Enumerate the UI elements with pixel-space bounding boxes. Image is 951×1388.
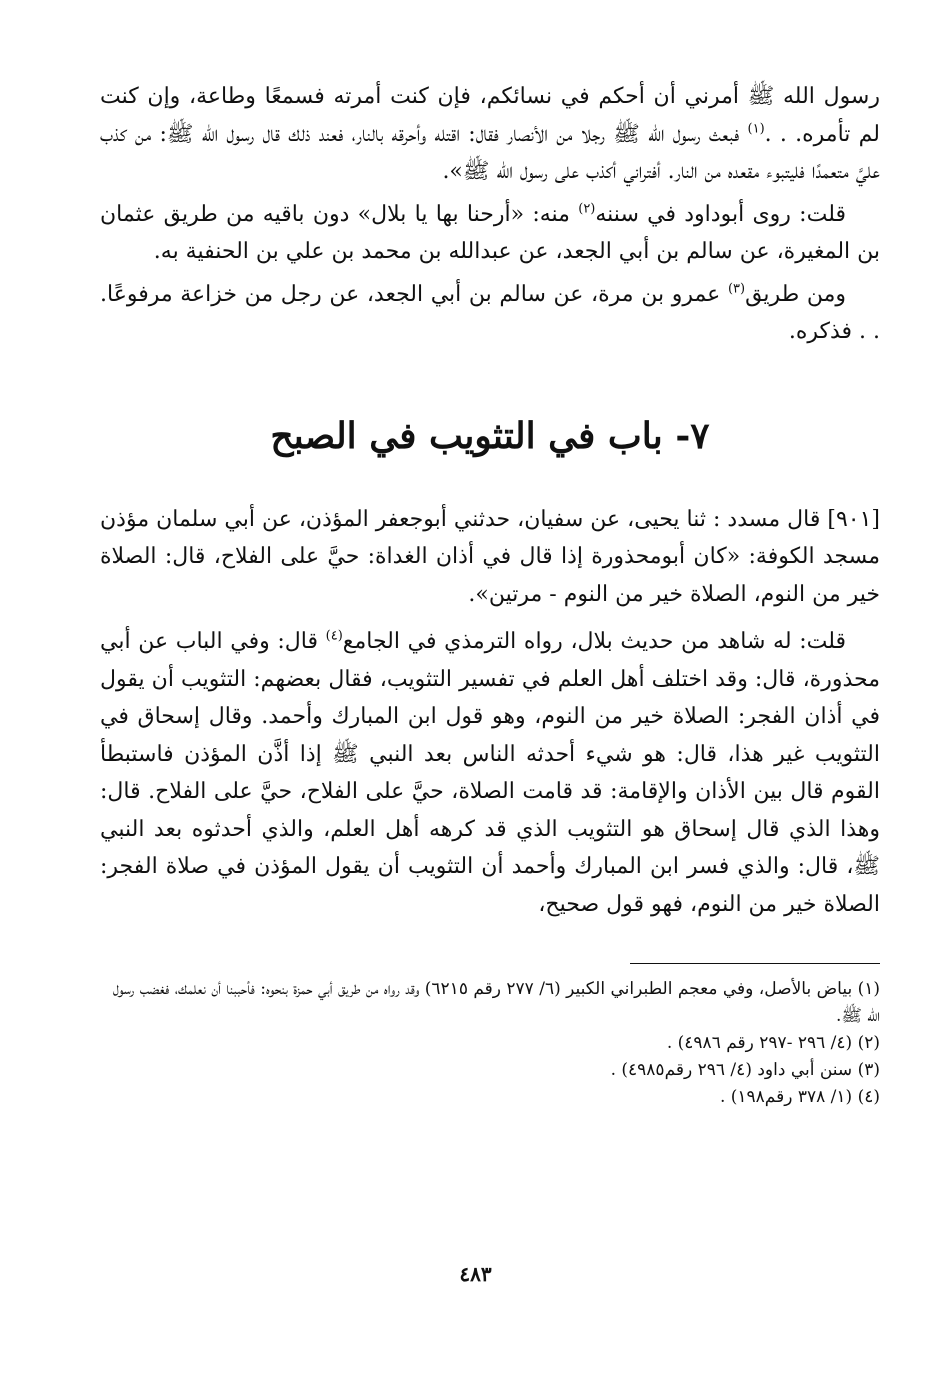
footnote-ref-4: (٤) <box>325 628 343 644</box>
hadith-901-text: [٩٠١] قال مسدد : ثنا يحيى، عن سفيان، حدثني أبوجعفر المؤذن، عن أبي سلمان مؤذن مسجد الكوفة: «كان أبومحذورة إذا قال في أذان الغداة: حيَّ على الفلاح، قال: الصلاة خير من النوم، الصلاة خير من النوم - مرتين». <box>100 506 880 607</box>
paragraph-2 <box>100 196 880 271</box>
paragraph-1-text-cont: فبعث رسول الله ﷺ رجلا من الأنصار فقال: اقتله وأحرقه بالنار، فعند ذلك قال رسول الله ﷺ: من كذب عليَّ متعمدًا فليتبوء مقعده من النار. أفتراني أكذب على رسول الله ﷺ». <box>100 121 880 184</box>
top-section <box>100 78 880 351</box>
paragraph-3-text: ومن طريق <box>745 281 846 307</box>
bottom-section <box>100 501 880 924</box>
footnote-separator <box>100 963 880 964</box>
book-page <box>100 78 880 1358</box>
footnote-ref-3: (٣) <box>727 281 746 297</box>
footnote-2: (٢) (٤/ ٢٩٦ -٢٩٧ رقم ٤٩٨٦) . <box>666 1033 880 1053</box>
paragraph-2-text: قلت: روى أبوداود في سننه <box>595 201 846 227</box>
footnote-1: (١) بياض بالأصل، وفي معجم الطبراني الكبير (٦/ ٢٧٧ رقم ٦٢١٥) وقد رواه من طريق أبي حمزة بنحوه: فأحببنا أن نعلمك، فغضب رسول الله ﷺ. <box>112 979 880 1026</box>
commentary-paragraph <box>100 623 880 923</box>
footnote-4: (٤) (١/ ٣٧٨ رقم١٩٨) . <box>719 1087 880 1107</box>
paragraph-3-text-cont: عمرو بن مرة، عن سالم بن أبي الجعد، عن رجل من خزاعة مرفوعًا. . . فذكره. <box>100 281 880 344</box>
paragraph-2-text-cont: منه: «أرحنا بها يا بلال» دون باقيه من طريق عثمان بن المغيرة، عن سالم بن أبي الجعد، عن عبدالله بن محمد بن علي بن الحنفية به. <box>100 201 880 264</box>
footnote-ref-2: (٢) <box>578 201 596 217</box>
hadith-901 <box>100 501 880 614</box>
commentary-text: قلت: له شاهد من حديث بلال، رواه الترمذي في الجامع <box>342 629 847 654</box>
footnote-3: (٣) سنن أبي داود (٤/ ٢٩٦ رقم٤٩٨٥) . <box>610 1060 880 1080</box>
footnotes <box>100 976 880 1111</box>
page-number: ٤٨٣ <box>459 1262 492 1286</box>
paragraph-1 <box>100 78 880 191</box>
footnote-ref-1: (١) <box>747 121 765 137</box>
paragraph-1-text: رسول الله ﷺ أمرني أن أحكم في نسائكم، فإن كنت أمرته فسمعًا وطاعة، وإن كنت لم تأمره. . . <box>100 84 880 147</box>
paragraph-3 <box>100 276 880 351</box>
chapter-title: ٧- باب في التثويب في الصبح <box>270 414 710 457</box>
commentary-text-cont: قال: وفي الباب عن أبي محذورة، قال: وقد اختلف أهل العلم في تفسير التثويب، فقال بعضهم: التثويب أن يقول في أذان الفجر: الصلاة خير من النوم، وهو قول ابن المبارك وأحمد. وقال إسحاق في التثويب غير هذا، قال: هو شيء أحدثه الناس بعد النبي ﷺ إذا أذَّن المؤذن فاستبطأ القوم قال بين الأذان والإقامة: قد قامت الصلاة، حيَّ على الفلاح، حيَّ على الفلاح. قال: وهذا الذي قال إسحاق هو التثويب الذي قد كرهه أهل العلم، والذي أحدثوه بعد النبي ﷺ، قال: والذي فسر ابن المبارك وأحمد أن التثويب أن يقول المؤذن في صلاة الفجر: الصلاة خير من النوم، فهو قول صحيح، <box>100 629 880 917</box>
